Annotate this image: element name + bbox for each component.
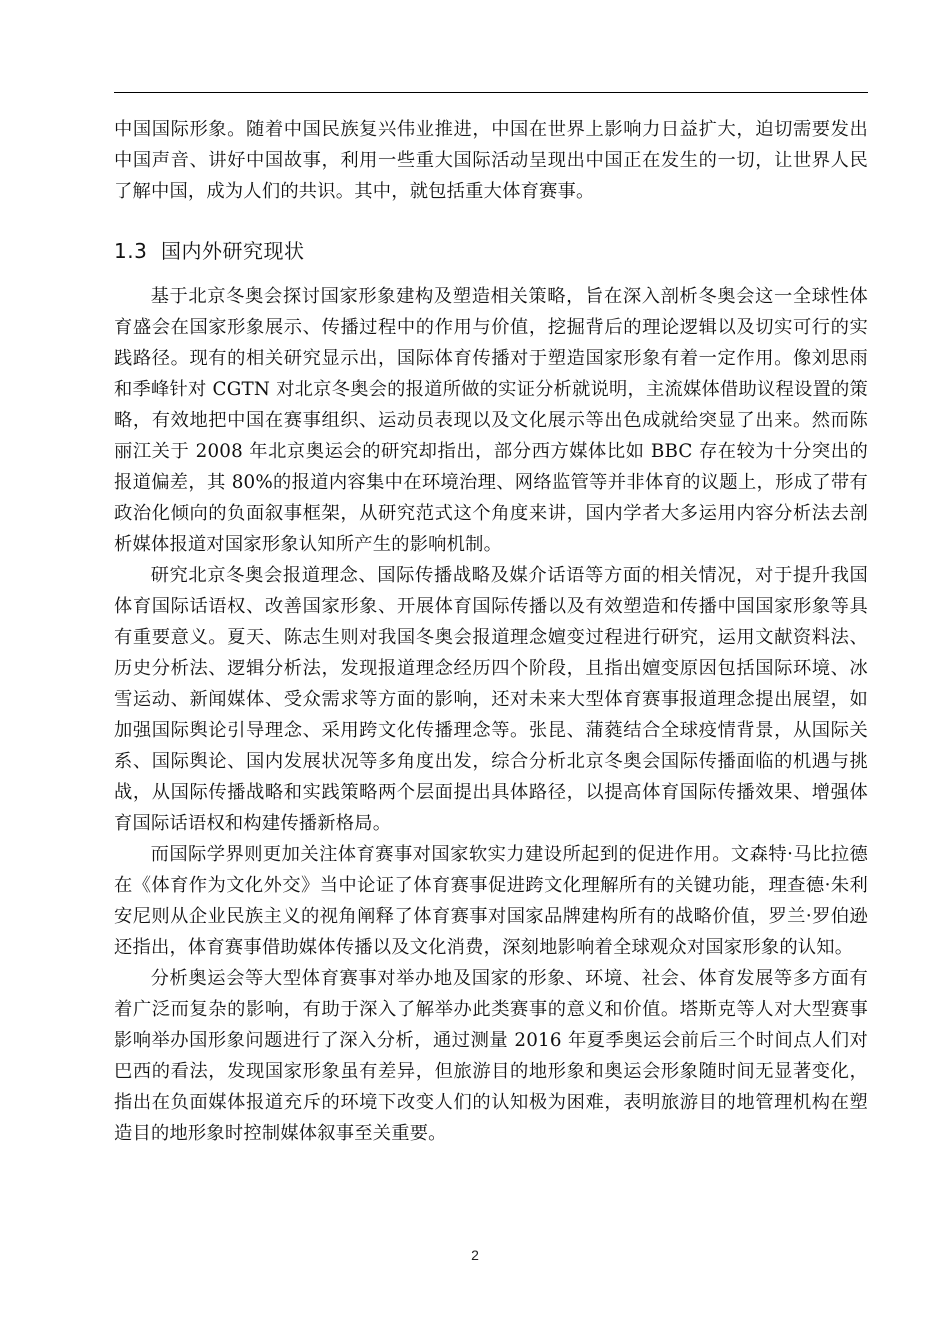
body-paragraph-3: 而国际学界则更加关注体育赛事对国家软实力建设所起到的促进作用。文森特·马比拉德在《体育作为文化外交》当中论证了体育赛事促进跨文化理解所有的关键功能，理查德·朱利安尼则从企业民族主义的视角阐释了体育赛事对国家品牌建构所有的战略价值，罗兰·罗伯逊还指出，体育赛事借助媒体传播以及文化消费，深刻地影响着全球观众对国家形象的认知。	[114, 844, 868, 958]
header-rule	[114, 92, 868, 93]
page-body	[114, 114, 868, 1149]
section-heading	[114, 235, 868, 267]
section-title: 国内外研究现状	[161, 239, 305, 263]
section-number: 1.3	[114, 239, 148, 263]
intro-paragraph: 中国国际形象。随着中国民族复兴伟业推进，中国在世界上影响力日益扩大，迫切需要发出中国声音、讲好中国故事，利用一些重大国际活动呈现出中国正在发生的一切，让世界人民了解中国，成为人们的共识。其中，就包括重大体育赛事。	[114, 119, 868, 202]
body-paragraph-1: 基于北京冬奥会探讨国家形象建构及塑造相关策略，旨在深入剖析冬奥会这一全球性体育盛会在国家形象展示、传播过程中的作用与价值，挖掘背后的理论逻辑以及切实可行的实践路径。现有的相关研究显示出，国际体育传播对于塑造国家形象有着一定作用。像刘思雨和季峰针对 CGTN 对北京冬奥会的报道所做的实证分析就说明，主流媒体借助议程设置的策略，有效地把中国在赛事组织、运动员表现以及文化展示等出色成就给突显了出来。然而陈丽江关于 2008 年北京奥运会的研究却指出，部分西方媒体比如 BBC 存在较为十分突出的报道偏差，其 80%的报道内容集中在环境治理、网络监管等并非体育的议题上，形成了带有政治化倾向的负面叙事框架，从研究范式这个角度来讲，国内学者大多运用内容分析法去剖析媒体报道对国家形象认知所产生的影响机制。	[114, 286, 868, 555]
body-paragraph-4: 分析奥运会等大型体育赛事对举办地及国家的形象、环境、社会、体育发展等多方面有着广泛而复杂的影响，有助于深入了解举办此类赛事的意义和价值。塔斯克等人对大型赛事影响举办国形象问题进行了深入分析，通过测量 2016 年夏季奥运会前后三个时间点人们对巴西的看法，发现国家形象虽有差异，但旅游目的地形象和奥运会形象随时间无显著变化，指出在负面媒体报道充斥的环境下改变人们的认知极为困难，表明旅游目的地管理机构在塑造目的地形象时控制媒体叙事至关重要。	[114, 968, 868, 1144]
page-number: 2	[471, 1247, 479, 1263]
body-paragraph-2: 研究北京冬奥会报道理念、国际传播战略及媒介话语等方面的相关情况，对于提升我国体育国际话语权、改善国家形象、开展体育国际传播以及有效塑造和传播中国国家形象等具有重要意义。夏天、陈志生则对我国冬奥会报道理念嬗变过程进行研究，运用文献资料法、历史分析法、逻辑分析法，发现报道理念经历四个阶段，且指出嬗变原因包括国际环境、冰雪运动、新闻媒体、受众需求等方面的影响，还对未来大型体育赛事报道理念提出展望，如加强国际舆论引导理念、采用跨文化传播理念等。张昆、蒲蕤结合全球疫情背景，从国际关系、国际舆论、国内发展状况等多角度出发，综合分析北京冬奥会国际传播面临的机遇与挑战，从国际传播战略和实践策略两个层面提出具体路径，以提高体育国际传播效果、增强体育国际话语权和构建传播新格局。	[114, 565, 868, 834]
